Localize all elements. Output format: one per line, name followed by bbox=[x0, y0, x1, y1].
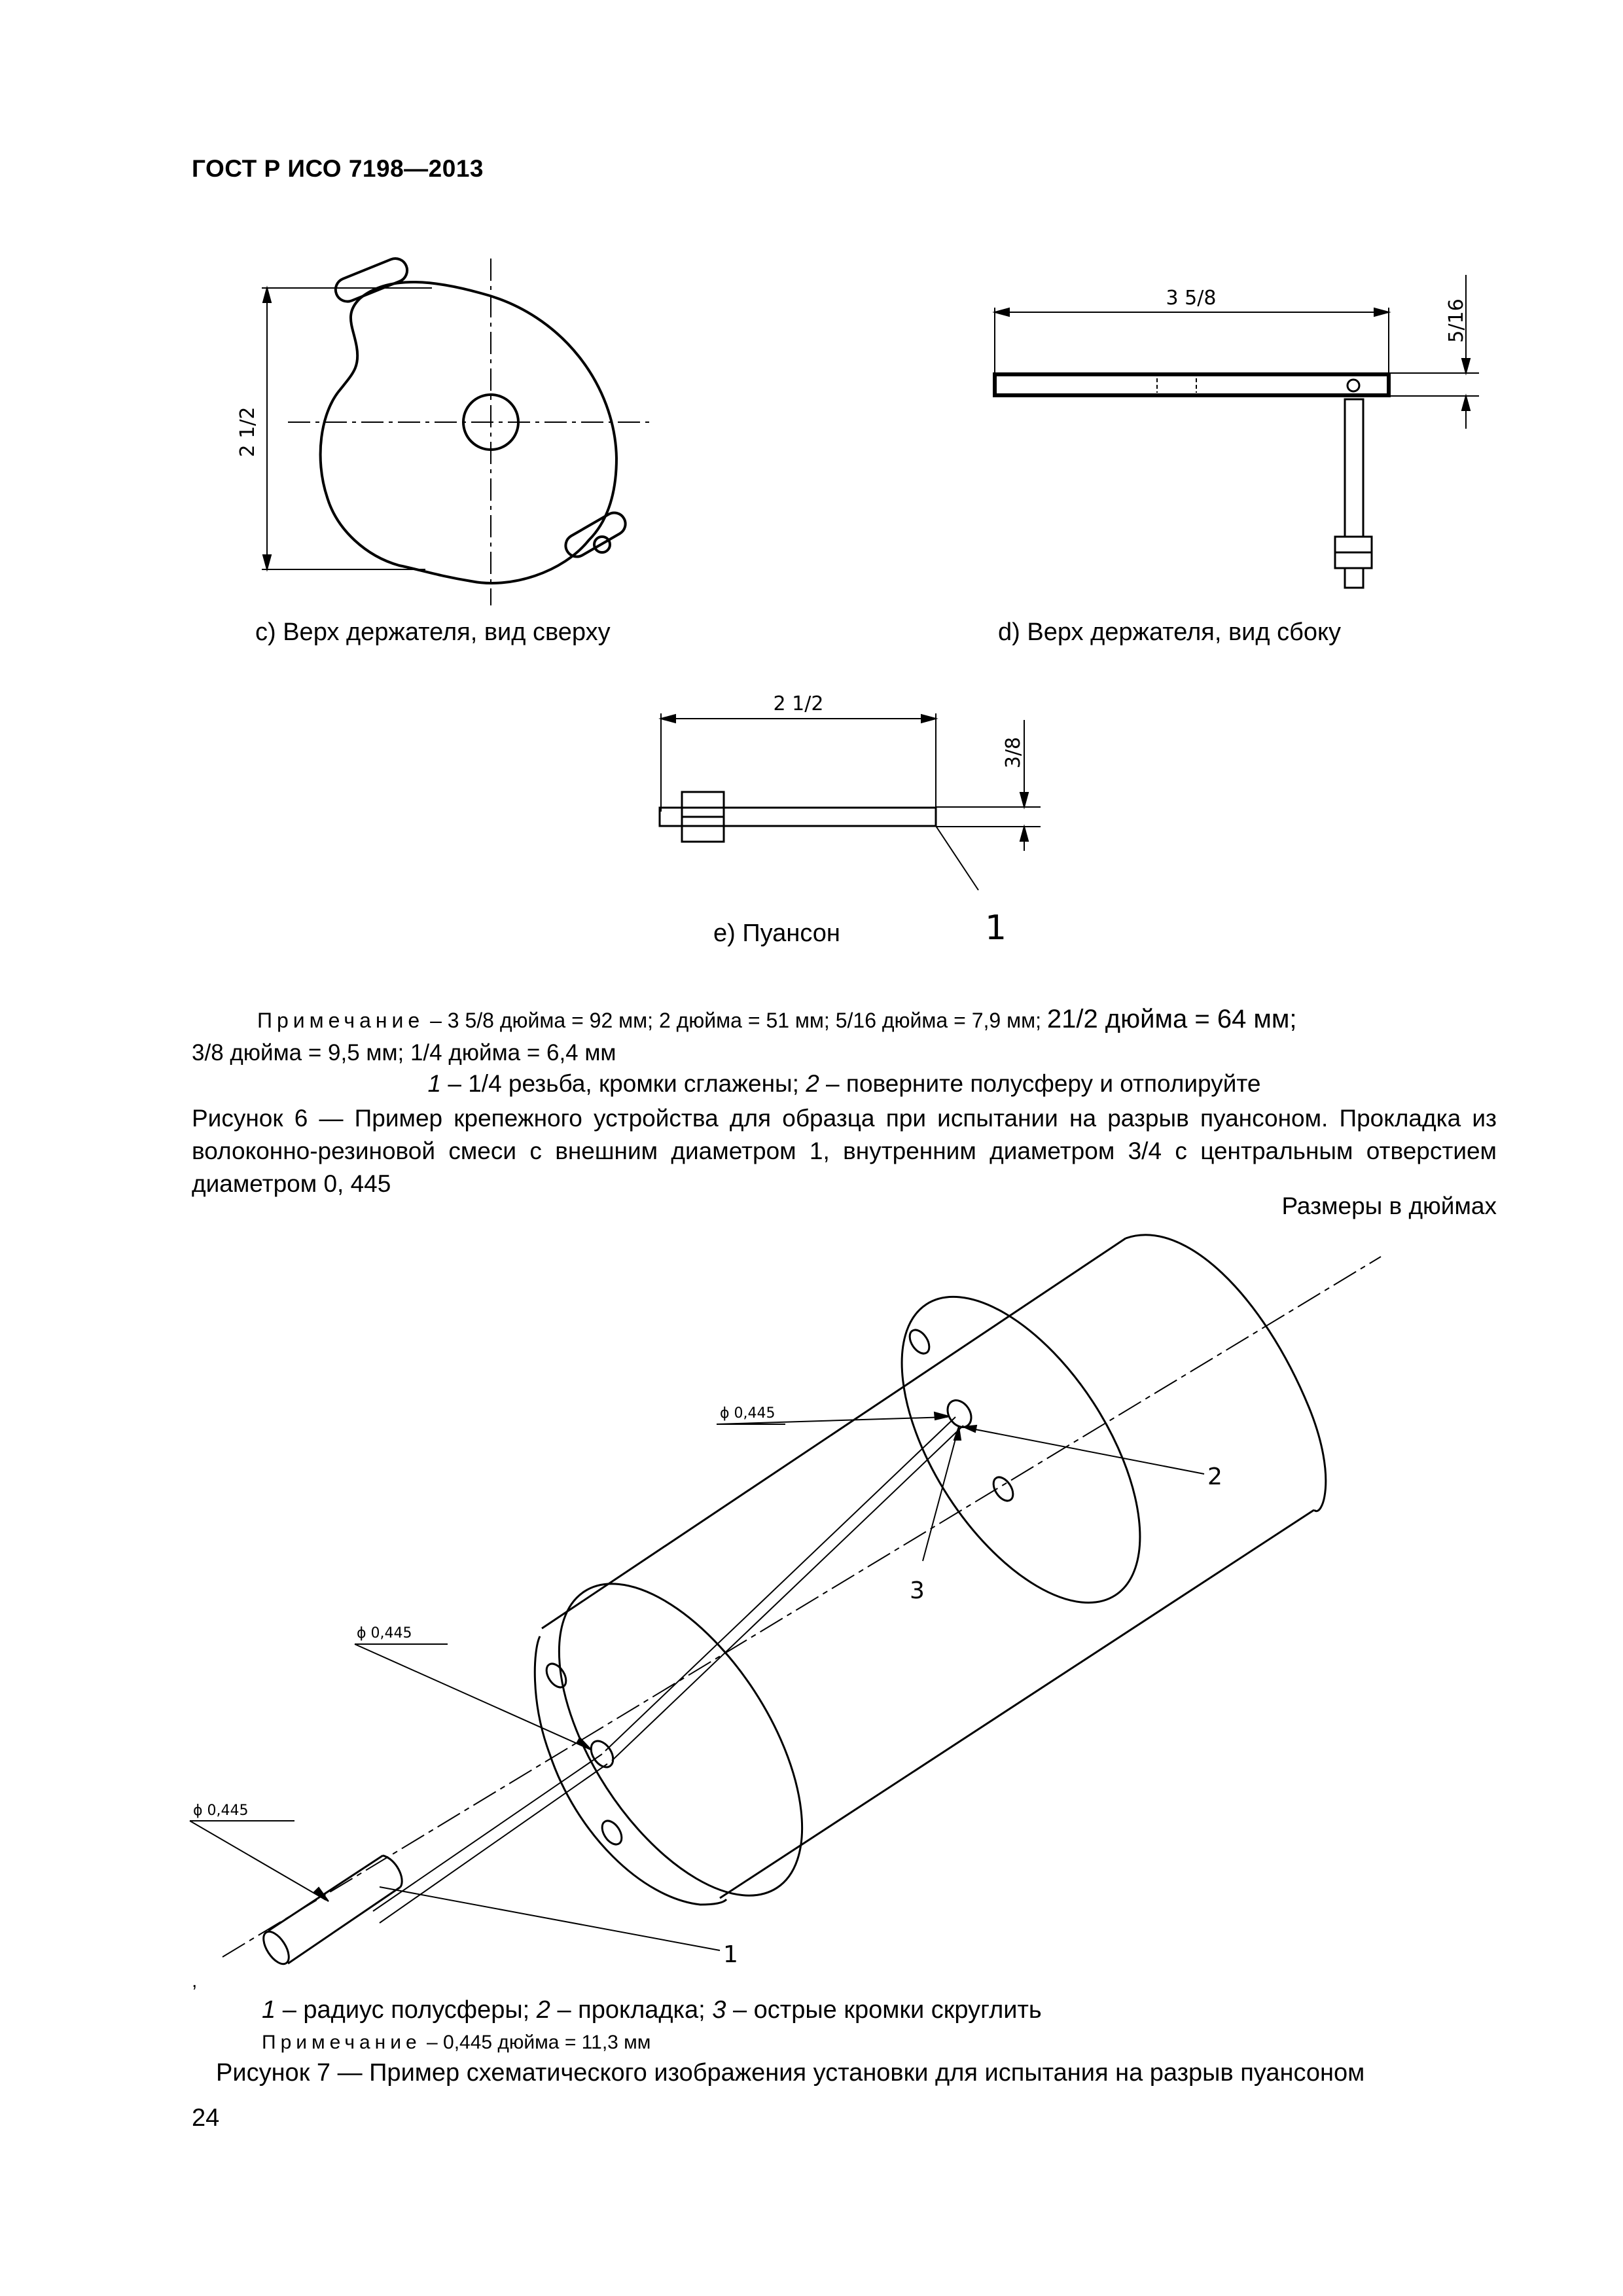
figure6-caption: Рисунок 6 — Пример крепежного устройства для образца при испытании на разрыв пуансоном. Прокладка из волоконно-резиновой смеси с внешним диаметром 1, внутренним диаметром 3/4 с центральным отверстием диаметром 0, 445 bbox=[192, 1105, 1497, 1197]
dimension-thickness-5-16 bbox=[1389, 275, 1479, 429]
callout-1-punch: 1 bbox=[985, 908, 1007, 942]
dim-label-thickness: 5/16 bbox=[1445, 298, 1468, 343]
dimension-diameter-3-8 bbox=[936, 720, 1041, 851]
caption-view-d: d) Верх держателя, вид сбоку bbox=[998, 619, 1342, 646]
note-text-line2: 3/8 дюйма = 9,5 мм; 1/4 дюйма = 6,4 мм bbox=[192, 1040, 616, 1066]
legend-num-2: 2 bbox=[806, 1070, 819, 1097]
callout-2: 2 bbox=[1207, 1463, 1222, 1490]
punch-rod-iso bbox=[259, 1417, 963, 1968]
caption-view-e: e) Пуансон bbox=[713, 920, 840, 947]
figure6-legend bbox=[192, 1070, 1497, 1098]
page-number: 24 bbox=[192, 2104, 220, 2132]
figure7-units: Размеры в дюймах bbox=[1281, 1193, 1497, 1219]
dimension-length-2-1-2 bbox=[661, 713, 936, 812]
bolt-side bbox=[1335, 399, 1372, 588]
dim-label-height: 2 1/2 bbox=[236, 406, 259, 457]
punch-test-setup-drawing bbox=[183, 1230, 1440, 1977]
legend7-num-2: 2 bbox=[536, 1996, 550, 2024]
legend7-num-3: 3 bbox=[712, 1996, 726, 2024]
legend7-num-1: 1 bbox=[262, 1996, 276, 2024]
figure7-caption: Рисунок 7 — Пример схематического изображения установки для испытания на разрыв пуансоном bbox=[216, 2059, 1365, 2087]
dimension-length-3-5-8 bbox=[995, 308, 1389, 378]
dimension-height-2-1-2 bbox=[262, 288, 432, 569]
holder-side-view-drawing bbox=[975, 262, 1499, 602]
callout-3: 3 bbox=[910, 1577, 925, 1604]
stray-mark: , bbox=[192, 1970, 198, 1992]
punch-rod bbox=[660, 792, 978, 890]
note-text-small: – 3 5/8 дюйма = 92 мм; 2 дюйма = 51 мм; 5/16 дюйма = 7,9 мм; bbox=[424, 1009, 1047, 1032]
legend-text-2: – поверните полусферу и отполируйте bbox=[819, 1070, 1261, 1097]
legend-num-1: 1 bbox=[427, 1070, 442, 1097]
dim-label-diameter-right: ϕ 0,445 bbox=[720, 1405, 776, 1422]
legend7-text-2: – прокладка; bbox=[550, 1996, 713, 2024]
callout-1: 1 bbox=[723, 1941, 738, 1968]
dim-label-diameter-middle: ϕ 0,445 bbox=[357, 1625, 412, 1641]
legend-text-1: – 1/4 резьба, кромки сглажены; bbox=[441, 1070, 806, 1097]
note-label: Примечание bbox=[257, 1009, 425, 1032]
centerlines bbox=[288, 259, 654, 605]
axis-centerline bbox=[223, 1257, 1381, 1957]
note7-label: Примечание bbox=[262, 2032, 421, 2053]
document-header: ГОСТ Р ИСО 7198—2013 bbox=[192, 155, 484, 182]
note-text-big: 21/2 дюйма = 64 мм; bbox=[1046, 1005, 1297, 1033]
caption-view-c: c) Верх держателя, вид сверху bbox=[255, 619, 611, 646]
holder-disk-outline bbox=[321, 255, 630, 583]
pin-holes bbox=[543, 1327, 1017, 1848]
dim-label-punch-length: 2 1/2 bbox=[773, 692, 824, 715]
figure6-note bbox=[192, 1003, 1497, 1069]
figure7-note bbox=[262, 2032, 651, 2054]
legend7-text-1: – радиус полусферы; bbox=[276, 1996, 537, 2024]
dim-label-length: 3 5/8 bbox=[1166, 287, 1217, 310]
dim-label-diameter-left: ϕ 0,445 bbox=[193, 1803, 249, 1819]
note7-text: – 0,445 дюйма = 11,3 мм bbox=[421, 2032, 651, 2053]
holder-plate-side bbox=[995, 374, 1389, 395]
figure7-legend bbox=[262, 1996, 1042, 2024]
punch-drawing bbox=[648, 681, 1093, 942]
dim-label-punch-diameter: 3/8 bbox=[1002, 736, 1025, 769]
holder-top-view-drawing bbox=[223, 242, 694, 615]
legend7-text-3: – острые кромки скруглить bbox=[726, 1996, 1042, 2024]
